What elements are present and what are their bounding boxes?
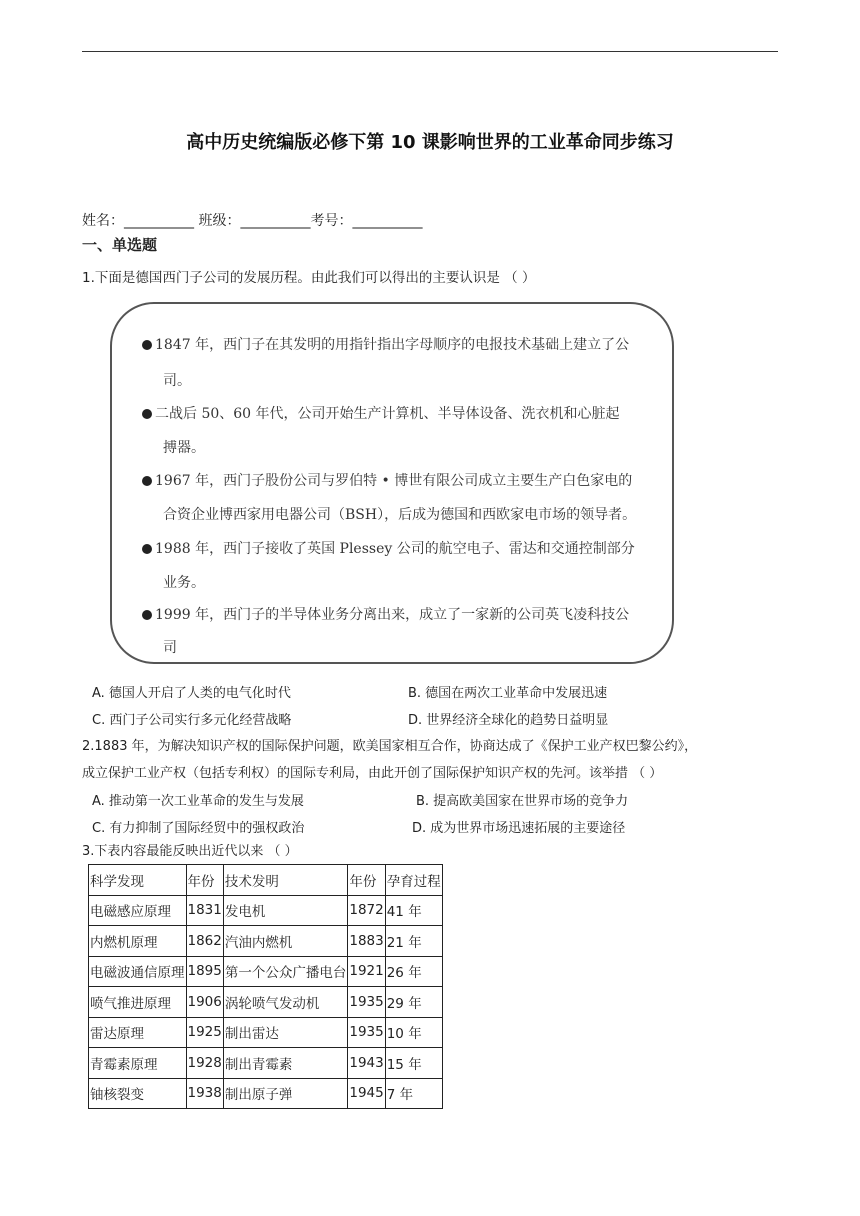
bullet-icon [142,544,152,554]
bullet-icon [142,610,152,620]
table-header-cell: 年份 [348,865,385,896]
q2-option-c[interactable]: C. 有力抑制了国际经贸中的强权政治 [92,821,305,836]
table-cell: 汽油内燃机 [223,926,348,957]
q2-option-d[interactable]: D. 成为世界市场迅速拓展的主要途径 [412,821,626,836]
table-cell: 21 年 [385,926,442,957]
history-item: 二战后 50、60 年代，公司开始生产计算机、半导体设备、洗衣机和心脏起 [142,403,620,423]
history-item: 1847 年，西门子在其发明的用指针指出字母顺序的电报技术基础上建立了公 [142,334,629,354]
history-item-cont: 合资企业博西家用电器公司（BSH），后成为德国和西欧家电市场的领导者。 [163,507,637,523]
question-3-stem: 3.下表内容最能反映出近代以来 （ ） [82,844,298,859]
history-item-cont: 搏器。 [163,440,205,456]
table-cell: 1906 [186,987,223,1018]
table-cell: 1872 [348,895,385,926]
table-cell: 26 年 [385,956,442,987]
history-item-cont: 司。 [163,373,191,389]
bullet-icon [142,409,152,419]
table-cell: 1935 [348,1017,385,1048]
table-cell: 电磁波通信原理 [89,956,187,987]
table-row [89,1048,443,1079]
invention-table [88,864,443,1109]
question-2-stem-line1: 2.1883 年，为解决知识产权的国际保护问题，欧美国家相互合作，协商达成了《保护工业产权巴黎公约》， [82,739,698,754]
table-header-cell: 年份 [186,865,223,896]
question-1-stem: 1.下面是德国西门子公司的发展历程。由此我们可以得出的主要认识是 （ ） [82,270,536,286]
table-cell: 青霉素原理 [89,1048,187,1079]
table-header-cell: 科学发现 [89,865,187,896]
table-header-row [89,865,443,896]
table-cell: 制出青霉素 [223,1048,348,1079]
table-row [89,926,443,957]
table-cell: 喷气推进原理 [89,987,187,1018]
table-cell: 第一个公众广播电台 [223,956,348,987]
history-item: 1967 年，西门子股份公司与罗伯特 • 博世有限公司成立主要生产白色家电的 [142,470,632,490]
table-cell: 涡轮喷气发动机 [223,987,348,1018]
table-cell: 1938 [186,1078,223,1109]
table-cell: 1921 [348,956,385,987]
table-cell: 1883 [348,926,385,957]
history-item: 1999 年，西门子的半导体业务分离出来，成立了一家新的公司英飞凌科技公 [142,604,629,624]
table-cell: 1928 [186,1048,223,1079]
bullet-icon [142,340,152,350]
q2-option-b[interactable]: B. 提高欧美国家在世界市场的竞争力 [416,794,629,809]
table-cell: 内燃机原理 [89,926,187,957]
table-cell: 10 年 [385,1017,442,1048]
table-cell: 1862 [186,926,223,957]
q1-option-c[interactable]: C. 西门子公司实行多元化经营战略 [92,713,292,728]
table-cell: 1943 [348,1048,385,1079]
section-heading: 一、单选题 [82,236,158,254]
bullet-icon [142,476,152,486]
q1-option-b[interactable]: B. 德国在两次工业革命中发展迅速 [408,686,608,701]
question-2-stem-line2: 成立保护工业产权（包括专利权）的国际专利局，由此开创了国际保护知识产权的先河。该举措 （ ） [82,766,663,781]
table-cell: 电磁感应原理 [89,895,187,926]
table-cell: 1925 [186,1017,223,1048]
table-header-cell: 孕育过程 [385,865,442,896]
table-row [89,987,443,1018]
table-cell: 制出原子弹 [223,1078,348,1109]
history-item: 1988 年，西门子接收了英国 Plessey 公司的航空电子、雷达和交通控制部分 [142,538,635,558]
table-header-cell: 技术发明 [223,865,348,896]
table-cell: 1945 [348,1078,385,1109]
table-row [89,1017,443,1048]
q1-option-a[interactable]: A. 德国人开启了人类的电气化时代 [92,686,291,701]
table-cell: 1831 [186,895,223,926]
q2-option-a[interactable]: A. 推动第一次工业革命的发生与发展 [92,794,304,809]
table-cell: 15 年 [385,1048,442,1079]
table-cell: 7 年 [385,1078,442,1109]
q1-option-d[interactable]: D. 世界经济全球化的趋势日益明显 [408,713,609,728]
table-row [89,1078,443,1109]
table-cell: 发电机 [223,895,348,926]
student-info-line: 姓名：__________ 班级：__________考号：__________ [82,213,423,229]
table-cell: 制出雷达 [223,1017,348,1048]
table-cell: 29 年 [385,987,442,1018]
table-row [89,895,443,926]
page-title: 高中历史统编版必修下第 10 课影响世界的工业革命同步练习 [186,132,674,153]
table-cell: 1935 [348,987,385,1018]
table-cell: 1895 [186,956,223,987]
history-item-cont: 业务。 [163,575,205,591]
siemens-history-box [110,302,674,664]
table-row [89,956,443,987]
history-item-cont: 司 [163,640,177,656]
header-rule [82,51,778,52]
table-cell: 铀核裂变 [89,1078,187,1109]
table-cell: 41 年 [385,895,442,926]
table-cell: 雷达原理 [89,1017,187,1048]
